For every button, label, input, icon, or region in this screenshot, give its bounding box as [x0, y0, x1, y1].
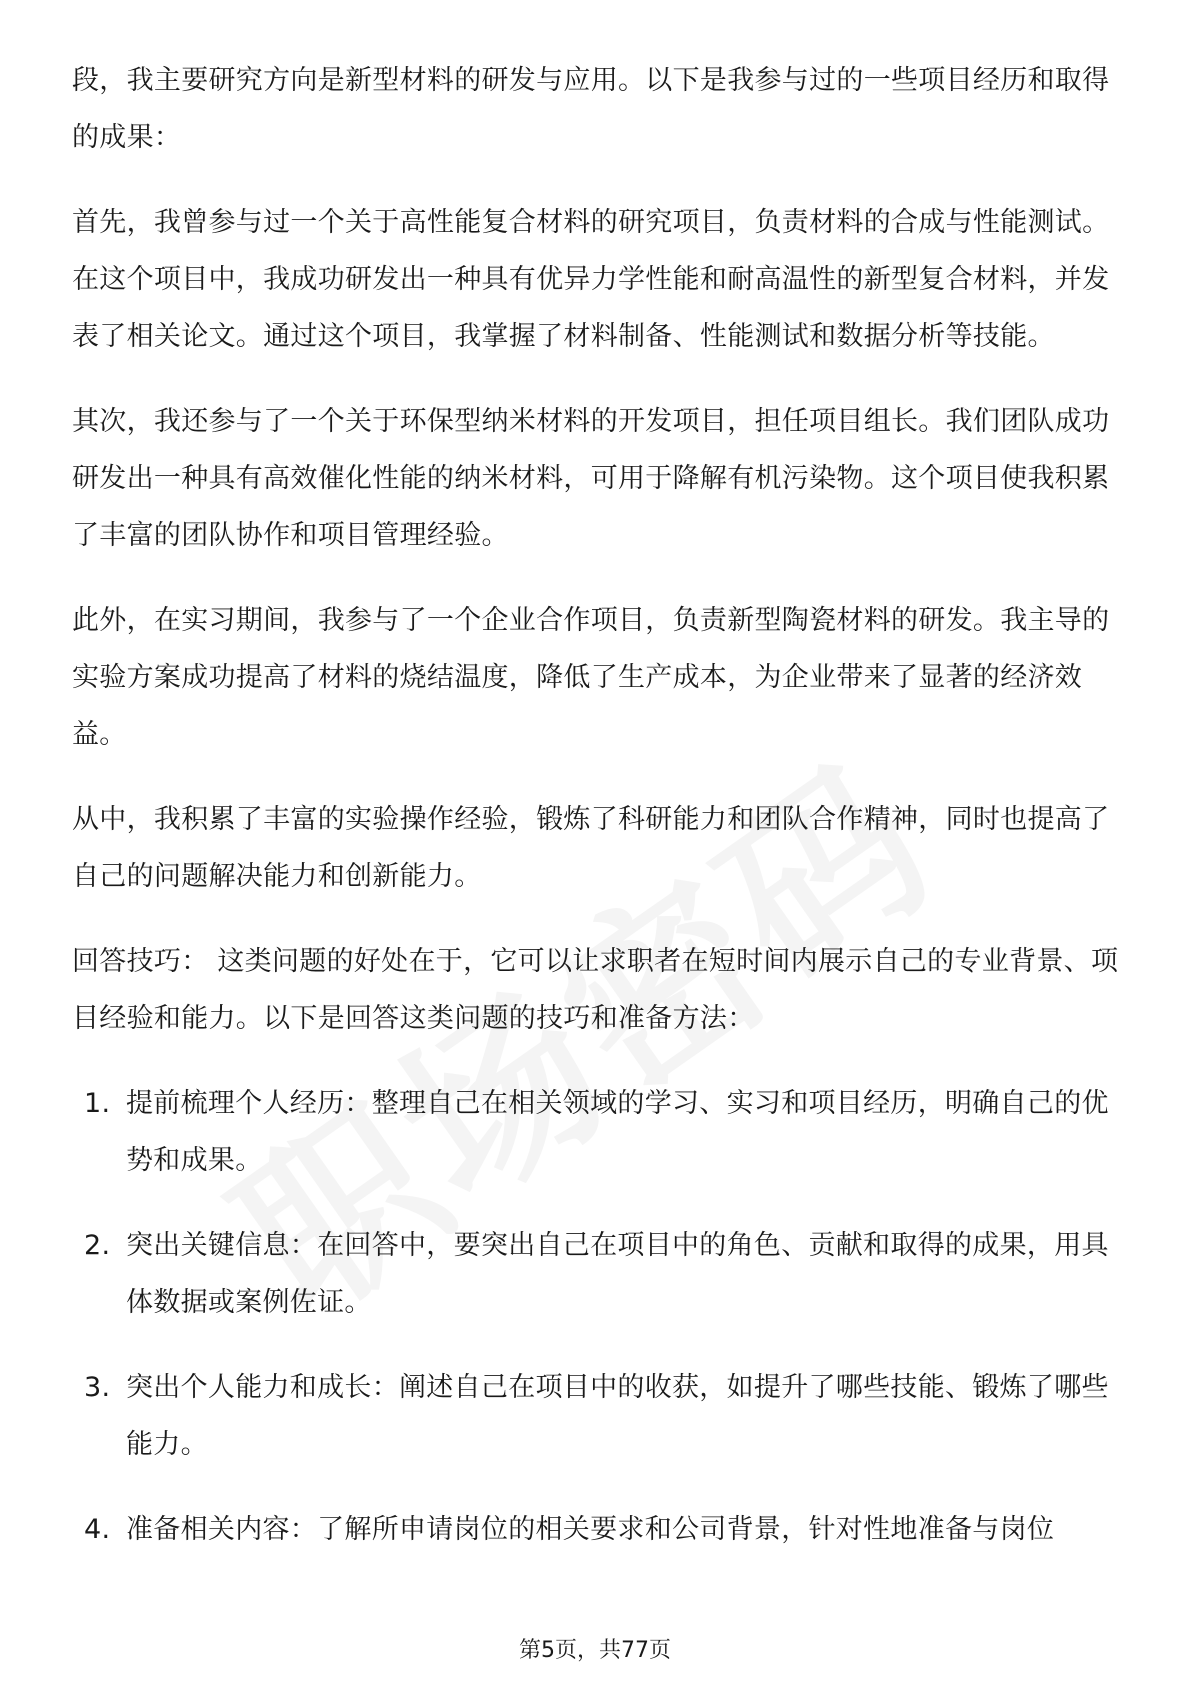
paragraph-intro: 段，我主要研究方向是新型材料的研发与应用。以下是我参与过的一些项目经历和取得的成果： [72, 65, 1110, 153]
paragraph-internship: 此外，在实习期间，我参与了一个企业合作项目，负责新型陶瓷材料的研发。我主导的实验方案成功提高了材料的烧结温度，降低了生产成本，为企业带来了显著的经济效益。 [72, 605, 1110, 750]
tips-list [72, 1075, 1122, 1558]
page-number-footer: 第5页，共77页 [519, 1638, 671, 1663]
list-item-text: 提前梳理个人经历：整理自己在相关领域的学习、实习和项目经历，明确自己的优势和成果。 [126, 1088, 1109, 1176]
paragraph-project-2: 其次，我还参与了一个关于环保型纳米材料的开发项目，担任项目组长。我们团队成功研发出一种具有高效催化性能的纳米材料，可用于降解有机污染物。这个项目使我积累了丰富的团队协作和项目管理经验。 [72, 406, 1110, 551]
list-item-number: 1. [84, 1088, 111, 1119]
list-item-number: 2. [84, 1230, 111, 1261]
paragraph-tips: 回答技巧： 这类问题的好处在于，它可以让求职者在短时间内展示自己的专业背景、项目经验和能力。以下是回答这类问题的技巧和准备方法： [72, 946, 1119, 1034]
list-item [72, 1217, 1122, 1331]
list-item [72, 1075, 1122, 1189]
paragraph-summary: 从中，我积累了丰富的实验操作经验，锻炼了科研能力和团队合作精神，同时也提高了自己的问题解决能力和创新能力。 [72, 804, 1110, 892]
list-item [72, 1359, 1122, 1473]
document-body [72, 52, 1122, 1586]
list-item-number: 3. [84, 1372, 111, 1403]
paragraph-project-1: 首先，我曾参与过一个关于高性能复合材料的研究项目，负责材料的合成与性能测试。在这个项目中，我成功研发出一种具有优异力学性能和耐高温性的新型复合材料，并发表了相关论文。通过这个项目，我掌握了材料制备、性能测试和数据分析等技能。 [72, 207, 1110, 352]
list-item-number: 4. [84, 1514, 111, 1545]
list-item [72, 1501, 1122, 1558]
list-item-text: 突出个人能力和成长：阐述自己在项目中的收获，如提升了哪些技能、锻炼了哪些能力。 [126, 1372, 1109, 1460]
list-item-text: 突出关键信息：在回答中，要突出自己在项目中的角色、贡献和取得的成果，用具体数据或案例佐证。 [126, 1230, 1109, 1318]
list-item-text: 准备相关内容：了解所申请岗位的相关要求和公司背景，针对性地准备与岗位 [126, 1514, 1055, 1545]
